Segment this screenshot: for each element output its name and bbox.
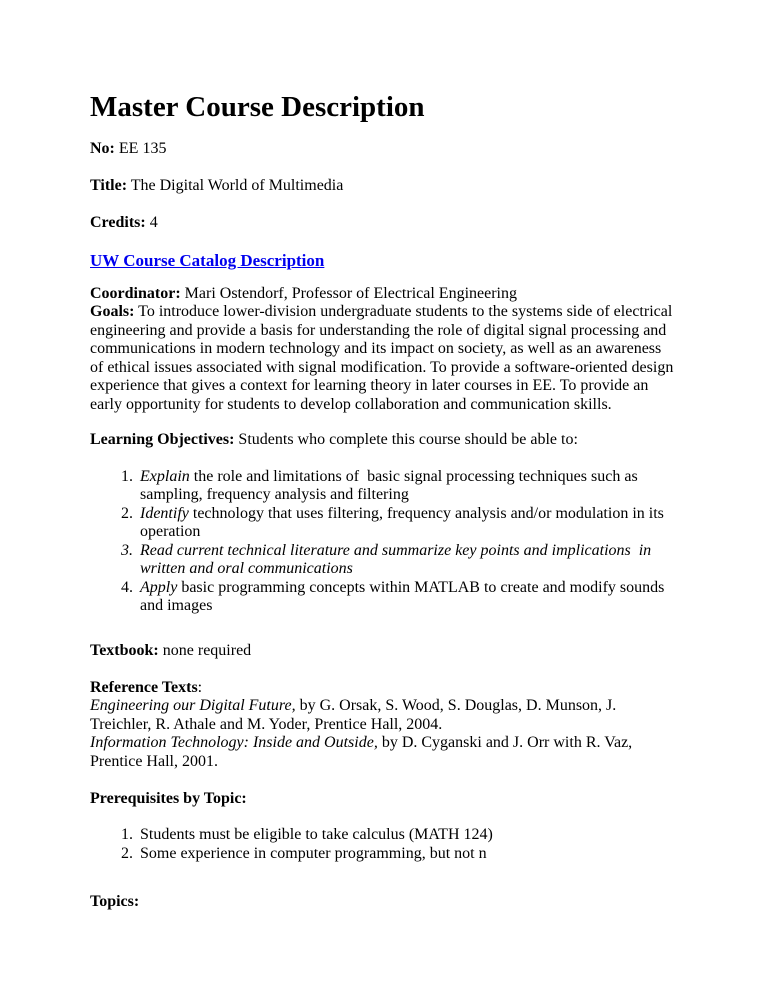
objectives-intro: Students who complete this course should be able to: [234,431,578,448]
catalog-link-line [90,251,678,272]
objective-item [137,542,678,579]
course-number-value: EE 135 [114,140,167,157]
objective-item [137,505,678,542]
objective-item [137,579,678,616]
reference-book-title: Engineering our Digital Future, [90,697,296,714]
goals-label: Goals: [90,303,135,320]
uw-course-catalog-link[interactable]: UW Course Catalog Description [90,251,325,270]
credits-value: 4 [145,214,158,231]
prerequisite-text: Students must be eligible to take calculus (MATH 124) [140,826,493,843]
reference-book-authors: by G. Orsak, S. Wood, S. Douglas, D. Munson, J. Treichler, R. Athale and M. Yoder, Prentice Hall, 2004. [90,697,620,733]
reference-entry [90,734,678,771]
prerequisite-item [137,845,678,864]
objective-lead-verb: Apply [140,578,178,596]
objective-text: technology that uses filtering, frequency analysis and/or modulation in its operation [140,504,668,540]
reference-book-authors: by D. Cyganski and J. Orr with R. Vaz, Prentice Hall, 2001. [90,734,637,770]
reference-texts-section [90,679,678,772]
objective-lead-verb: Identify [140,504,189,522]
page-title: Master Course Description [90,91,425,123]
objective-item [137,468,678,505]
objective-lead-verb: Explain [140,467,190,485]
topics-heading: Topics: [90,893,140,910]
reference-texts-heading [90,679,678,698]
objective-text: the role and limitations of basic signal processing techniques such as sampling, frequency analysis and filtering [140,467,642,503]
objective-text: Read current technical literature and summarize key points and implications in written and oral communications [140,541,656,577]
prerequisites-list [90,826,678,863]
objectives-label: Learning Objectives: [90,431,235,448]
goals-value: To introduce lower-division undergraduate students to the systems side of electrical engineering and provide a basis for understanding the role of digital signal processing and communications in modern technology and its impact on society, as well as an awareness of ethical issues associated with signal modification. To provide a software-oriented design experience that gives a context for learning theory in later courses in EE. To provide an early opportunity for students to develop collaboration and communication skills. [90,303,678,413]
textbook-value: none required [158,641,252,659]
reference-book-title: Information Technology: Inside and Outside, [90,734,378,751]
credits-field [90,214,678,233]
prerequisite-text: Some experience in computer programming, but not n [140,844,487,862]
textbook-label: Textbook: [90,641,159,659]
coordinator-field [90,285,678,304]
reference-entry [90,697,678,734]
reference-texts-colon: : [197,678,203,696]
coordinator-label: Coordinator: [90,284,181,302]
credits-label: Credits: [90,214,146,231]
course-title-field [90,177,678,196]
reference-texts-label: Reference Texts [90,678,198,696]
coordinator-value: Mari Ostendorf, Professor of Electrical Engineering [180,284,517,302]
course-number-label: No: [90,140,115,157]
course-number-field [90,140,678,159]
course-title-label: Title: [90,177,128,194]
course-title-value: The Digital World of Multimedia [127,177,344,194]
prerequisite-item [137,826,678,845]
objectives-list [90,468,678,616]
prerequisites-heading: Prerequisites by Topic: [90,789,247,807]
objective-text: basic programming concepts within MATLAB to create and modify sounds and images [140,578,669,614]
textbook-field [90,642,678,661]
goals-paragraph [90,303,678,414]
objectives-intro-line [90,431,678,450]
